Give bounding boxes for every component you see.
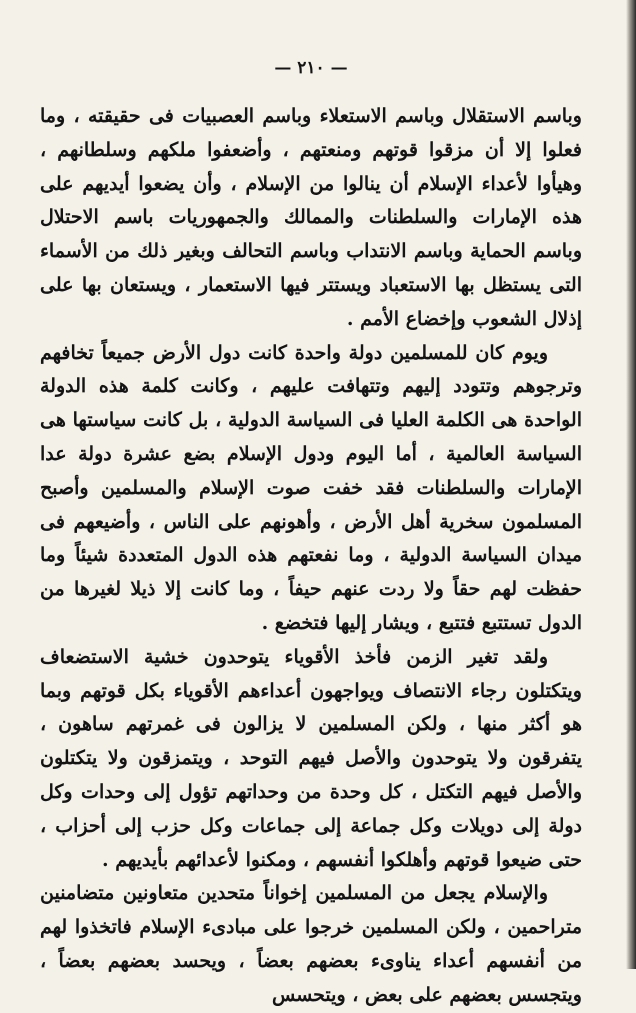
- paragraph-3: [40, 641, 582, 878]
- paragraph-3-text: ولقد تغير الزمن فأخذ الأقوياء يتوحدون خشية الاستضعاف ويتكتلون رجاء الانتصاف ويواجهون أعداءهم الأقوياء بكل قوتهم وبما هو أكثر منها ، ولكن المسلمين لا يزالون فى غمرتهم ساهون ، يتفرقون ولا يتوحدون والأصل فيهم التوحد ، ويتمزقون ولا يتكتلون والأصل فيهم التكتل ، كل وحدة من وحداتهم تؤول إلى وحدات وكل دولة إلى دويلات وكل جماعة إلى جماعات وكل حزب إلى أحزاب ، حتى ضيعوا قوتهم وأهلكوا أنفسهم ، ومكنوا لأعدائهم بأيديهم .: [40, 645, 582, 871]
- paragraph-4: [40, 877, 582, 1012]
- paragraph-2: [40, 337, 582, 641]
- paragraph-1-text: وباسم الاستقلال وباسم الاستعلاء وباسم العصبيات فى حقيقته ، وما فعلوا إلا أن مزقوا قوتهم ومنعتهم ، وأضعفوا ملكهم وسلطانهم ، وهيأوا لأعداء الإسلام أن ينالوا من الإسلام ، وأن يضعوا أيديهم على هذه الإمارات والسلطنات والممالك والجمهوريات باسم الاحتلال وباسم الحماية وباسم الانتداب وباسم التحالف وبغير ذلك من الأسماء التى يستظل بها الاستعباد ويستتر فيها الاستعمار ، ويستعان بها على إذلال الشعوب وإخضاع الأمم .: [40, 105, 582, 330]
- page-body: [40, 100, 582, 1013]
- paragraph-1: [40, 100, 582, 337]
- paragraph-4-text: والإسلام يجعل من المسلمين إخواناً متحدين متعاونين متضامنين متراحمين ، ولكن المسلمين خرجوا على مبادىء الإسلام فاتخذوا لهم من أنفسهم أعداء يناوىء بعضهم بعضاً ، ويحسد بعضهم بعضاً ، ويتجسس بعضهم على بعض ، ويتحسس: [40, 882, 582, 1006]
- page-number: — ٢١٠ —: [274, 58, 348, 78]
- page-edge-shadow: [626, 0, 636, 969]
- paragraph-2-text: ويوم كان للمسلمين دولة واحدة كانت دول الأرض جميعاً تخافهم وترجوهم وتتودد إليهم وتتهافت عليهم ، وكانت كلمة هذه الدولة الواحدة هى الكلمة العليا فى السياسة الدولية ، بل كانت سياستها هى السياسة العالمية ، أما اليوم ودول الإسلام بضع عشرة دولة عدا الإمارات والسلطنات فقد خفت صوت الإسلام والمسلمين وأصبح المسلمون سخرية أهل الأرض ، وأهونهم على الناس ، وأضيعهم فى ميدان السياسة الدولية ، وما نفعتهم هذه الدول المتعددة شيئاً وما حفظت لهم حقاً ولا ردت عنهم حيفاً ، وما كانت إلا ذيلا لغيرها من الدول تستتبع فتتبع ، ويشار إليها فتخضع .: [40, 341, 582, 634]
